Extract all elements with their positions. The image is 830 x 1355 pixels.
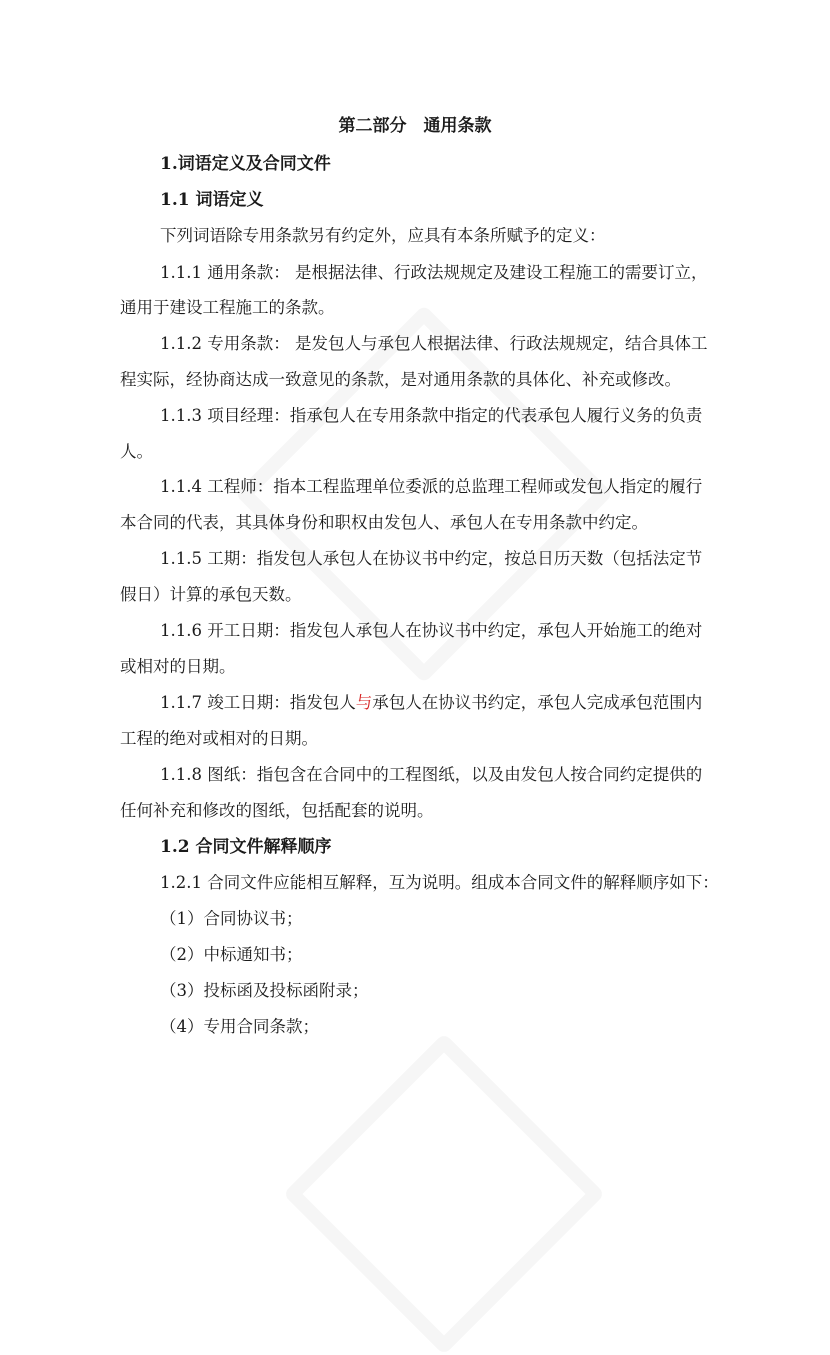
page-title: 第二部分 通用条款: [338, 116, 492, 136]
clause-1-1-7-part-a: 1.1.7 竣工日期：指发包人: [160, 693, 356, 712]
clause-1-1-6-line1: 1.1.6 开工日期：指发包人承包人在协议书中约定，承包人开始施工的绝对: [160, 621, 703, 640]
clause-1-1-2-line2: 程实际，经协商达成一致意见的条款，是对通用条款的具体化、补充或修改。: [120, 370, 681, 389]
subsection-heading-definitions: 1.1 词语定义: [160, 190, 264, 210]
clause-1-1-7-highlight: 与: [355, 693, 373, 712]
clause-1-1-3-line1: 1.1.3 项目经理：指承包人在专用条款中指定的代表承包人履行义务的负责: [160, 406, 703, 425]
clause-1-1-7-line2: 工程的绝对或相对的日期。: [120, 729, 318, 748]
list-item: （2）中标通知书；: [160, 945, 303, 964]
clause-1-1-4-line1: 1.1.4 工程师：指本工程监理单位委派的总监理工程师或发包人指定的履行: [160, 477, 703, 496]
definitions-intro: 下列词语除专用条款另有约定外，应具有本条所赋予的定义：: [160, 226, 606, 245]
subsection-heading-interpretation: 1.2 合同文件解释顺序: [160, 837, 332, 857]
watermark-shape-bottom: [283, 1033, 605, 1355]
clause-1-1-3-line2: 人。: [120, 442, 153, 461]
clause-1-1-7-part-c: 承包人在协议书约定，承包人完成承包范围内: [372, 693, 703, 712]
section-heading: 1.词语定义及合同文件: [160, 154, 331, 174]
clause-1-1-7-line1: [160, 691, 702, 715]
clause-1-1-2-line1: 1.1.2 专用条款： 是发包人与承包人根据法律、行政法规规定，结合具体工: [160, 334, 708, 353]
clause-1-1-5-line1: 1.1.5 工期：指发包人承包人在协议书中约定，按总日历天数（包括法定节: [160, 549, 703, 568]
list-item: （1）合同协议书；: [160, 909, 303, 928]
clause-1-1-4-line2: 本合同的代表，其具体身份和职权由发包人、承包人在专用条款中约定。: [120, 513, 648, 532]
clause-1-1-6-line2: 或相对的日期。: [120, 657, 236, 676]
list-item: （3）投标函及投标函附录；: [160, 981, 369, 1000]
clause-1-1-5-line2: 假日）计算的承包天数。: [120, 585, 302, 604]
clause-1-1-1-line2: 通用于建设工程施工的条款。: [120, 298, 335, 317]
interpretation-intro: 1.2.1 合同文件应能相互解释，互为说明。组成本合同文件的解释顺序如下：: [160, 873, 719, 892]
clause-1-1-8-line2: 任何补充和修改的图纸，包括配套的说明。: [120, 801, 434, 820]
clause-1-1-1-line1: 1.1.1 通用条款： 是根据法律、行政法规规定及建设工程施工的需要订立，: [160, 263, 708, 282]
clause-1-1-8-line1: 1.1.8 图纸：指包含在合同中的工程图纸，以及由发包人按合同约定提供的: [160, 765, 703, 784]
list-item: （4）专用合同条款；: [160, 1017, 319, 1036]
